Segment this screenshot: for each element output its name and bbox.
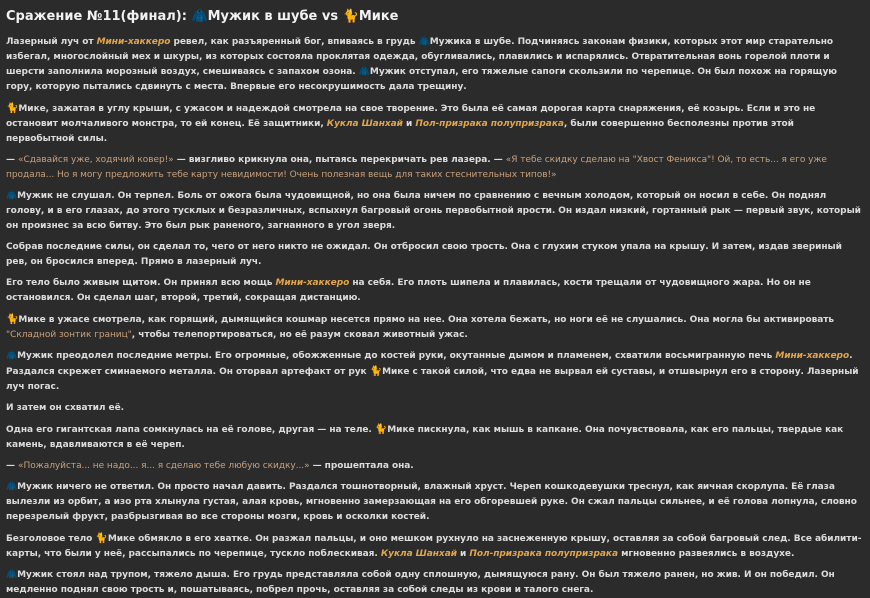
narration-text: И затем он схватил её. bbox=[6, 403, 124, 413]
title-man: Мужик в шубе bbox=[207, 9, 318, 24]
narration-text: Мике с такой силой, что едва не вырвал ей суставы, и отшвырнул его в сторону. Лазерный луч погас. bbox=[6, 367, 859, 392]
narration-text: Его тело было живым щитом. Он принял всю мощь bbox=[6, 278, 276, 288]
narration-text: мгновенно развеялись в воздухе. bbox=[617, 549, 795, 559]
man-in-coat-icon: 🧥 bbox=[6, 351, 18, 361]
story-paragraph bbox=[6, 276, 864, 306]
narration-text: Мужик стоял над трупом, тяжело дыша. Его грудь представляла собой одну сплошную, дымящуюся рану. Он был тяжело ранен, но жив. И он победил. Он медленно поднял свою трость и, пошатываясь, побрел прочь, оставляя за собой следы из крови и талого снега. bbox=[6, 570, 835, 595]
narration-text: Мике в ужасе смотрела, как горящий, дымящийся кошмар несется прямо на нее. Она хотела бежать, но ноги её не слушались. Она могла бы активировать bbox=[18, 315, 835, 325]
story-paragraph bbox=[6, 568, 864, 598]
story-paragraph bbox=[6, 422, 864, 453]
narration-text: Мужик не слушал. Он терпел. Боль от ожога была чудовищной, но она была ничем по сравнению с вечным холодом, который он носил в себе. Он поднял голову, и в его глазах, до этого тусклых и безразличных, вспыхнул багровый огонь первобытной ярости. Он издал низкий, гортанный рык — первый звук, который он произнес за всю битву. Это был рык раненого, загнанного в угол зверя. bbox=[6, 191, 861, 231]
narration-text: Мике пискнула, как мышь в капкане. Она почувствовала, как его пальцы, твердые как камень, вдавливаются в её череп. bbox=[6, 425, 844, 450]
story-paragraph bbox=[6, 480, 864, 525]
narration-text: — визгливо крикнула она, пытаясь перекричать рев лазера. — bbox=[173, 155, 506, 165]
man-in-coat-icon: 🧥 bbox=[418, 37, 430, 47]
item-name: Мини-хаккеро bbox=[275, 278, 350, 288]
title-cat: Мике bbox=[358, 9, 399, 24]
man-in-coat-icon: 🧥 bbox=[6, 570, 18, 580]
narration-text: — bbox=[6, 155, 19, 165]
story-paragraph bbox=[6, 240, 864, 270]
narration-text: Лазерный луч от bbox=[6, 37, 97, 47]
cat-icon: 🐈 bbox=[95, 533, 108, 544]
narration-text: Мике обмякло в его хватке. Он разжал пальцы, и оно мешком рухнуло на заснеженную крышу, оставляя за собой багровый след. Все абилити-карты, что были у неё, рассыпались по черепице, тускло поблескивая. bbox=[6, 534, 862, 559]
narration-text: на себя. Его плоть шипела и плавилась, кости трещали от чудовищного жара. Но он не остановился. Он сделал шаг, второй, третий, сокращая дистанцию. bbox=[6, 278, 811, 303]
title-prefix: Сражение №11(финал): bbox=[6, 9, 192, 24]
story-paragraph bbox=[6, 349, 864, 395]
cat-icon: 🐈 bbox=[374, 424, 388, 435]
dialogue-text: "Складной зонтик границ" bbox=[6, 330, 132, 340]
story-paragraph bbox=[6, 101, 864, 147]
narration-text: Мике, зажатая в углу крыши, с ужасом и надеждой смотрела на свое творение. Это была её самая дорогая карта снаряжения, её козырь. Если и это не остановит молчаливого монстра, то ей конец. Её защитники, bbox=[6, 104, 816, 129]
narration-text: , были совершенно бесполезны против этой первобытной силы. bbox=[6, 119, 794, 144]
story-paragraph bbox=[6, 35, 864, 95]
man-in-coat-icon: 🧥 bbox=[191, 9, 208, 24]
narration-text: Мужик отступал, его тяжелые сапоги скользили по черепице. Он был похож на горящую гору, которую пытались сдвинуть с места. Впервые его несокрушимость дала трещину. bbox=[6, 67, 837, 92]
story-paragraph bbox=[6, 401, 864, 416]
item-name: Мини-хаккеро bbox=[775, 351, 850, 361]
narration-text: Мужик преодолел последние метры. Его огромные, обожженные до костей руки, окутанные дымом и пламенем, схватили восьмигранную печь bbox=[17, 351, 776, 361]
cat-icon: 🐈 bbox=[6, 103, 19, 114]
item-name: Мини-хаккеро bbox=[96, 37, 171, 47]
story-paragraph bbox=[6, 153, 864, 183]
cat-icon: 🐈 bbox=[369, 366, 383, 377]
narration-text: и bbox=[456, 549, 470, 559]
story-paragraph bbox=[6, 531, 864, 562]
story-body bbox=[6, 35, 864, 598]
narration-text: ревел, как разъяренный бог, впиваясь в грудь bbox=[170, 37, 419, 47]
story-paragraph bbox=[6, 189, 864, 234]
narration-text: и bbox=[402, 119, 416, 129]
battle-title bbox=[6, 8, 864, 26]
cat-icon: 🐈 bbox=[6, 314, 19, 325]
narration-text: Мужик ничего не ответил. Он просто начал давить. Раздался тошнотворный, влажный хруст. Череп кошкодевушки треснул, как яичная скорлупа. Её глаза вылезли из орбит, а изо рта хлынула густая, алая кровь, мгновенно замерзающая на его обгоревшей руке. Он сжал пальцы сильнее, и её голова лопнула, словно перезрелый фрукт, разбрызгивая во все стороны мозги, кровь и осколки костей. bbox=[6, 482, 857, 522]
narration-text: Собрав последние силы, он сделал то, чего от него никто не ожидал. Он отбросил свою трость. Она с глухим стуком упала на крышу. И затем, издав звериный рев, он бросился вперед. Прямо в лазерный луч. bbox=[6, 242, 842, 267]
cat-icon: 🐈 bbox=[342, 9, 359, 24]
item-name: Кукла Шанхай bbox=[326, 119, 403, 129]
narration-text: . Раздался скрежет сминаемого металла. Он оторвал артефакт от рук bbox=[6, 351, 853, 377]
dialogue-text: «Я тебе скидку сделаю на "Хвост Феникса"! Ой, то есть... я его уже продала... Но я могу предложить тебе карту невидимости! Очень полезная вещь для таких стеснительных типов!» bbox=[6, 155, 827, 180]
narration-text: Безголовое тело bbox=[6, 534, 96, 544]
man-in-coat-icon: 🧥 bbox=[358, 67, 370, 77]
narration-text: — bbox=[6, 461, 19, 471]
story-paragraph bbox=[6, 312, 864, 343]
narration-text: Мужика в шубе. Подчиняясь законам физики, которых этот мир старательно избегал, многослойный мех и шкуры, из которых состояла проклятая одежда, обугливались, плавились и испарялись. Отвратительная вонь горелой плоти и шерсти заполнила морозный воздух, смешиваясь с запахом озона. bbox=[6, 37, 834, 77]
title-vs: vs bbox=[317, 9, 343, 24]
man-in-coat-icon: 🧥 bbox=[6, 191, 18, 201]
item-name: Пол-призрака полупризрака bbox=[469, 549, 618, 559]
man-in-coat-icon: 🧥 bbox=[6, 482, 18, 492]
narration-text: , чтобы телепортироваться, но её разум сковал животный ужас. bbox=[131, 330, 468, 340]
dialogue-text: «Сдавайся уже, ходячий ковер!» bbox=[18, 155, 174, 165]
dialogue-text: «Пожалуйста... не надо... я... я сделаю тебе любую скидку...» bbox=[18, 461, 310, 471]
narration-text: Одна его гигантская лапа сомкнулась на её голове, другая — на теле. bbox=[6, 425, 375, 435]
item-name: Кукла Шанхай bbox=[380, 549, 457, 559]
story-paragraph bbox=[6, 459, 864, 474]
narration-text: — прошептала она. bbox=[309, 461, 414, 471]
item-name: Пол-призрака полупризрака bbox=[415, 119, 564, 129]
